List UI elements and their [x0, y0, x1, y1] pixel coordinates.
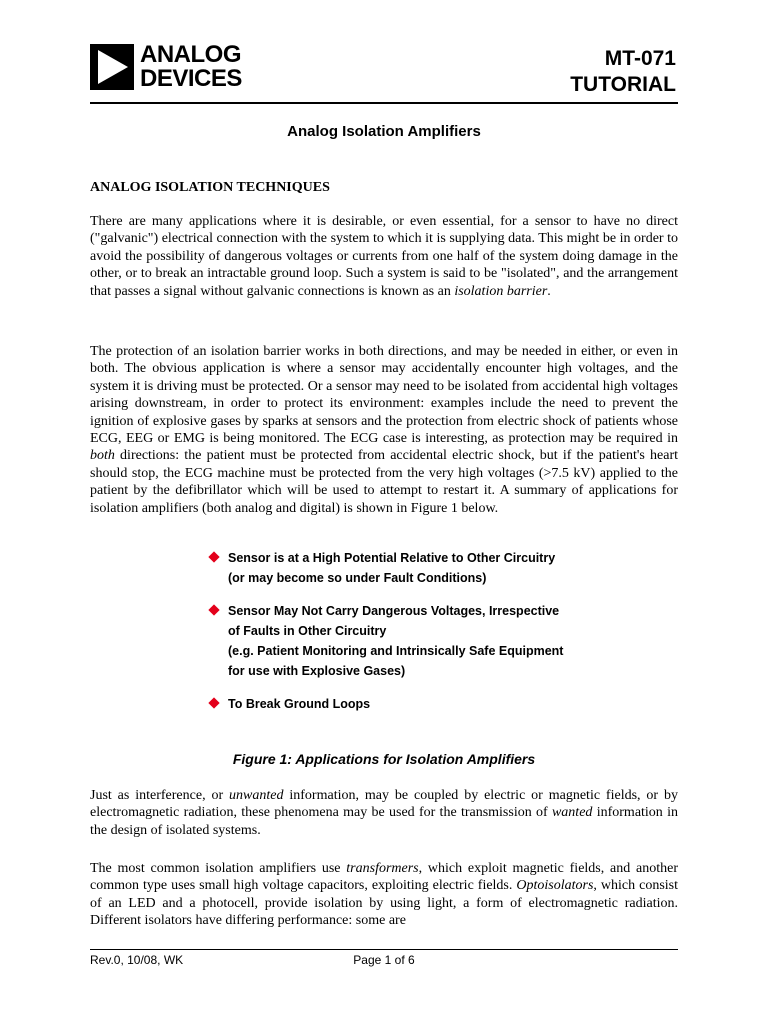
paragraph-3: Just as interference, or unwanted information, may be coupled by electric or magnetic fields, or by electromagnetic radiation, these phenomena may be used for the transmission of wanted information in the design of isolated systems. [90, 788, 678, 838]
red-diamond-bullet-icon [208, 697, 219, 708]
bullet-item: Sensor is at a High Potential Relative to Other Circuitry (or may become so under Fault Conditions) [208, 548, 628, 588]
document-type: TUTORIAL [570, 73, 676, 96]
bullet-item: Sensor May Not Carry Dangerous Voltages, Irrespective of Faults in Other Circuitry (e.g. Patient Monitoring and Intrinsically Safe Equipment for use with Explosive Gases) [208, 601, 628, 681]
footer-divider [90, 949, 678, 950]
document-title: Analog Isolation Amplifiers [287, 123, 481, 140]
bullet-item: To Break Ground Loops [208, 694, 628, 714]
figure-1-bullets [208, 548, 628, 714]
paragraph-2: The protection of an isolation barrier works in both directions, and may be needed in either, or even in both. The obvious application is where a sensor may accidentally encounter high voltages, and the system it is driving must be protected. Or a sensor may need to be isolated from accidental high voltages arising downstream, in order to protect its environment: examples include the need to prevent the ignition of explosive gases by sparks at sensors and the protection from electric shock of patients whose ECG, EEG or EMG is being monitored. The ECG case is interesting, as protection may be required in both directions: the patient must be protected from accidental electric shock, but if the patient's heart should stop, the ECG machine must be protected from the very high voltages (>7.5 kV) applied to the patient by the defibrillator which will be used to attempt to restart it. A summary of applications for isolation amplifiers (both analog and digital) is shown in Figure 1 below. [90, 344, 678, 516]
logo-line-1: ANALOG [140, 41, 241, 68]
paragraph-4: The most common isolation amplifiers use transformers, which exploit magnetic fields, and another common type uses small high voltage capacitors, exploiting electric fields. Optoisolators, which consist of an LED and a photocell, provide isolation by using light, a form of electromagnetic radiation. Different isolators have differing performance: some are [90, 861, 678, 929]
page-number: Page 1 of 6 [353, 953, 415, 967]
revision-label: Rev.0, 10/08, WK [90, 953, 184, 967]
logo-line-2: DEVICES [140, 65, 242, 92]
paragraph-1: There are many applications where it is desirable, or even essential, for a sensor to have no direct ("galvanic") electrical connection with the system to which it is supplying data. This might be in order to avoid the possibility of dangerous voltages or currents from one half of the system doing damage in the other, or to break an intractable ground loop. Such a system is said to be "isolated", and the arrangement that passes a signal without galvanic connections is known as an isolation barrier. [90, 214, 678, 299]
document-id: MT-071 [604, 47, 676, 70]
red-diamond-bullet-icon [208, 604, 219, 615]
header-divider [90, 102, 678, 104]
figure-caption: Figure 1: Applications for Isolation Amplifiers [232, 751, 536, 767]
analog-devices-logo [90, 43, 242, 91]
logo-triangle-icon [90, 44, 134, 90]
red-diamond-bullet-icon [208, 551, 219, 562]
section-heading: ANALOG ISOLATION TECHNIQUES [90, 180, 330, 195]
document-id-block [570, 46, 676, 98]
logo-wordmark [140, 43, 242, 91]
